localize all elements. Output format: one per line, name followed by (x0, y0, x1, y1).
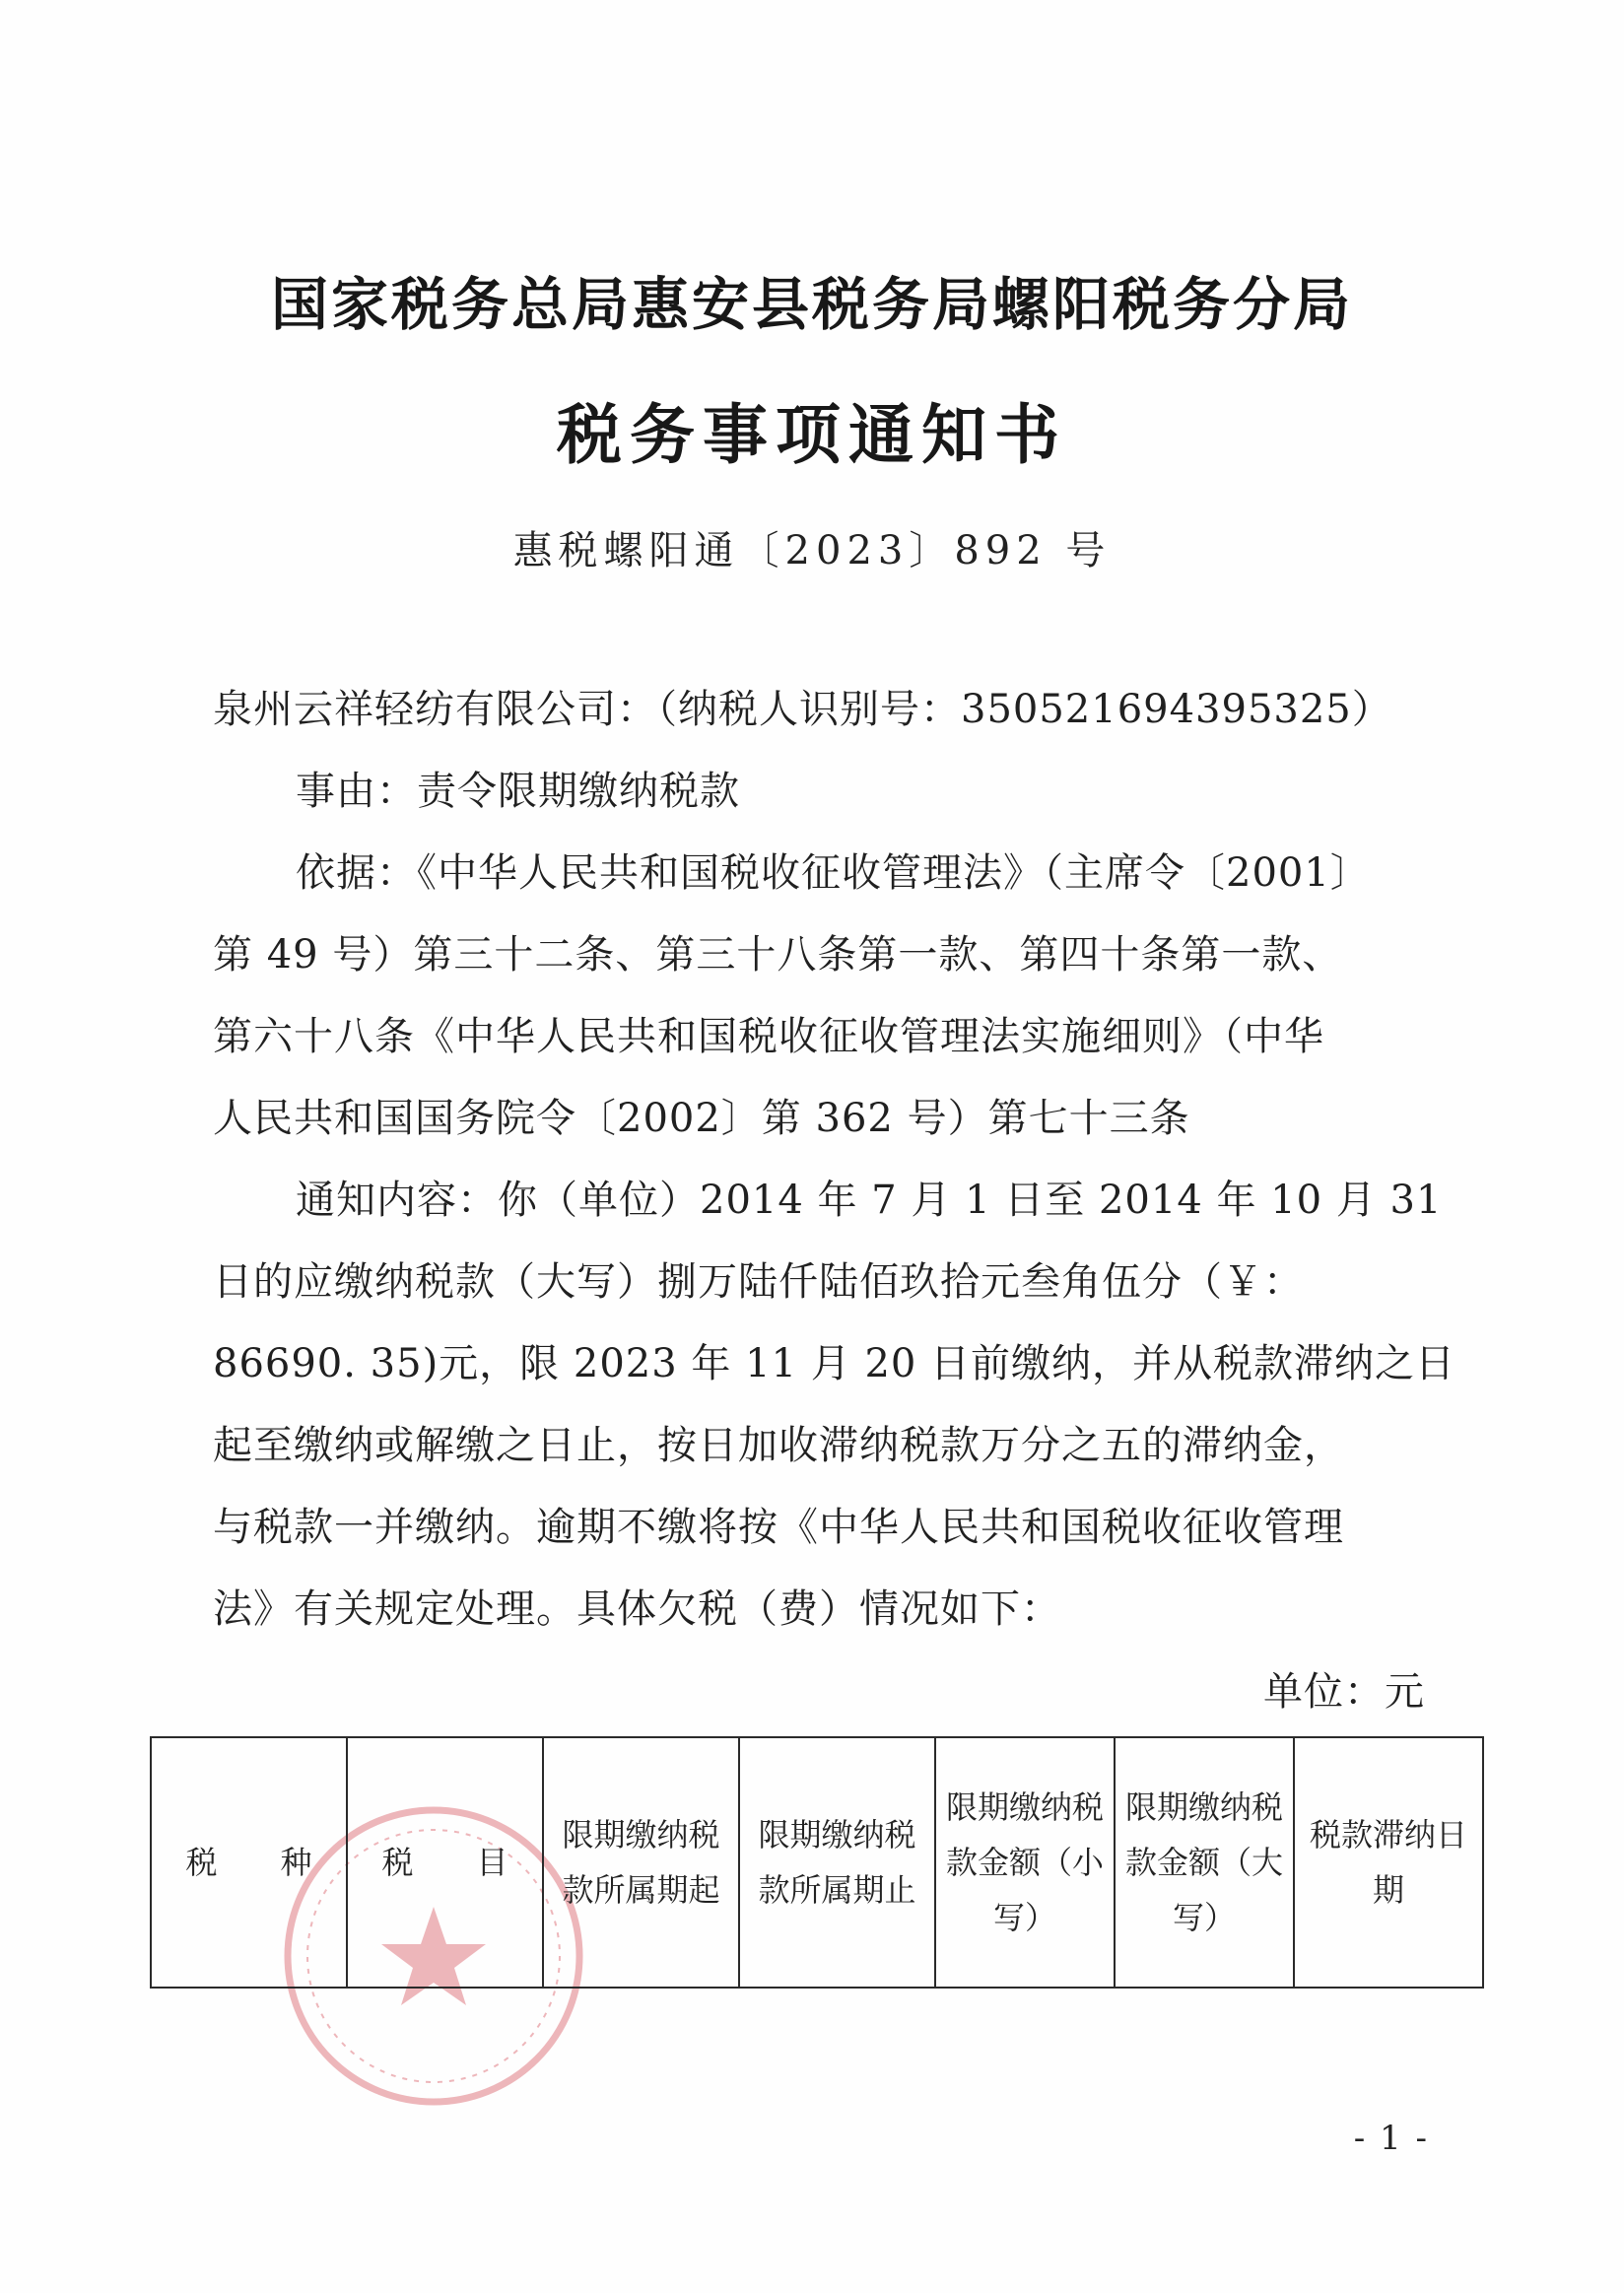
notice-line: 与税款一并缴纳。逾期不缴将按《中华人民共和国税收征收管理 (213, 1505, 1344, 1550)
notice-line: 起至缴纳或解缴之日止，按日加收滞纳税款万分之五的滞纳金， (213, 1423, 1344, 1468)
addressee-line: 泉州云祥轻纺有限公司：（纳税人识别号：350521694395325） (213, 687, 1392, 732)
header-tax-type: 税 种 (151, 1737, 347, 1988)
issuing-authority-title: 国家税务总局惠安县税务局螺阳税务分局 (270, 271, 1353, 338)
basis-line: 第六十八条《中华人民共和国税收征收管理法实施细则》（中华 (213, 1014, 1324, 1059)
basis-line: 人民共和国国务院令〔2002〕第 362 号）第七十三条 (213, 1096, 1190, 1141)
header-amount-figures: 限期缴纳税款金额（小写） (935, 1737, 1115, 1988)
header-period-start: 限期缴纳税款所属期起 (543, 1737, 739, 1988)
page-number: - 1 - (1353, 2119, 1429, 2158)
table-header-row (151, 1737, 1483, 1988)
header-tax-item: 税 目 (347, 1737, 543, 1988)
notice-line: 86690. 35)元，限 2023 年 11 月 20 日前缴纳，并从税款滞纳之日 (213, 1341, 1456, 1386)
notice-line: 通知内容：你（单位）2014 年 7 月 1 日至 2014 年 10 月 31 (296, 1178, 1443, 1223)
basis-line: 第 49 号）第三十二条、第三十八条第一款、第四十条第一款、 (213, 932, 1343, 978)
header-period-end: 限期缴纳税款所属期止 (739, 1737, 935, 1988)
notice-line: 日的应缴纳税款（大写）捌万陆仟陆佰玖拾元叁角伍分（￥： (213, 1259, 1304, 1305)
header-amount-words: 限期缴纳税款金额（大写） (1115, 1737, 1294, 1988)
reason-line: 事由：责令限期缴纳税款 (296, 769, 740, 814)
notice-line: 法》有关规定处理。具体欠税（费）情况如下： (213, 1586, 1061, 1632)
header-overdue-date: 税款滞纳日期 (1294, 1737, 1483, 1988)
basis-line: 依据：《中华人民共和国税收征收管理法》（主席令〔2001〕 (296, 850, 1371, 896)
document-number: 惠税螺阳通〔2023〕892 号 (512, 528, 1112, 573)
notice-title: 税务事项通知书 (557, 397, 1067, 473)
tax-arrears-table (150, 1736, 1484, 1989)
unit-label: 单位：元 (1263, 1669, 1425, 1715)
